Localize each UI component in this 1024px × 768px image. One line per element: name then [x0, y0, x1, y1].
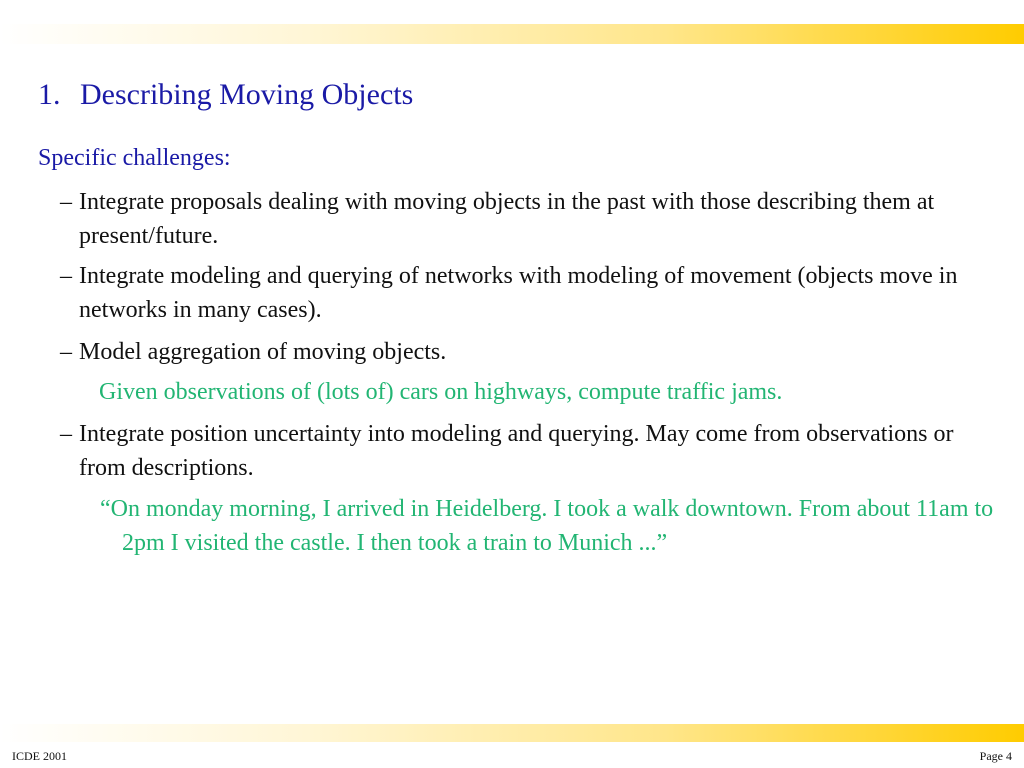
top-decorative-bar	[0, 24, 1024, 44]
bullet-dash: –	[60, 189, 72, 215]
bullet-text: Model aggregation of moving objects.	[79, 339, 447, 365]
title-text: Describing Moving Objects	[80, 78, 414, 111]
bullet-dash: –	[60, 421, 72, 447]
bullet-text: Integrate proposals dealing with moving objects in the past with those describing them at present/future.	[79, 189, 935, 249]
bullet-item-3	[60, 335, 960, 369]
example-traffic-jams: Given observations of (lots of) cars on highways, compute traffic jams.	[99, 379, 783, 405]
bullet-text: Integrate position uncertainty into modeling and querying. May come from observations or from descriptions.	[79, 421, 954, 481]
slide-title	[38, 78, 413, 112]
example-heidelberg-quote: “On monday morning, I arrived in Heidelberg. I took a walk downtown. From about 11am to 2pm I visited the castle. I then took a train to Munich ...”	[100, 496, 994, 556]
bottom-decorative-bar	[0, 724, 1024, 742]
title-number: 1.	[38, 78, 61, 111]
bullet-text: Integrate modeling and querying of networks with modeling of movement (objects move in networks in many cases).	[79, 263, 958, 323]
slide-subtitle: Specific challenges:	[38, 145, 231, 171]
bullet-dash: –	[60, 339, 72, 365]
bullet-item-4	[60, 417, 960, 485]
bullet-dash: –	[60, 263, 72, 289]
bullet-item-1	[60, 185, 960, 253]
bullet-item-2	[60, 259, 960, 327]
footer-page-number: Page 4	[979, 749, 1012, 763]
footer-conference: ICDE 2001	[12, 749, 67, 763]
